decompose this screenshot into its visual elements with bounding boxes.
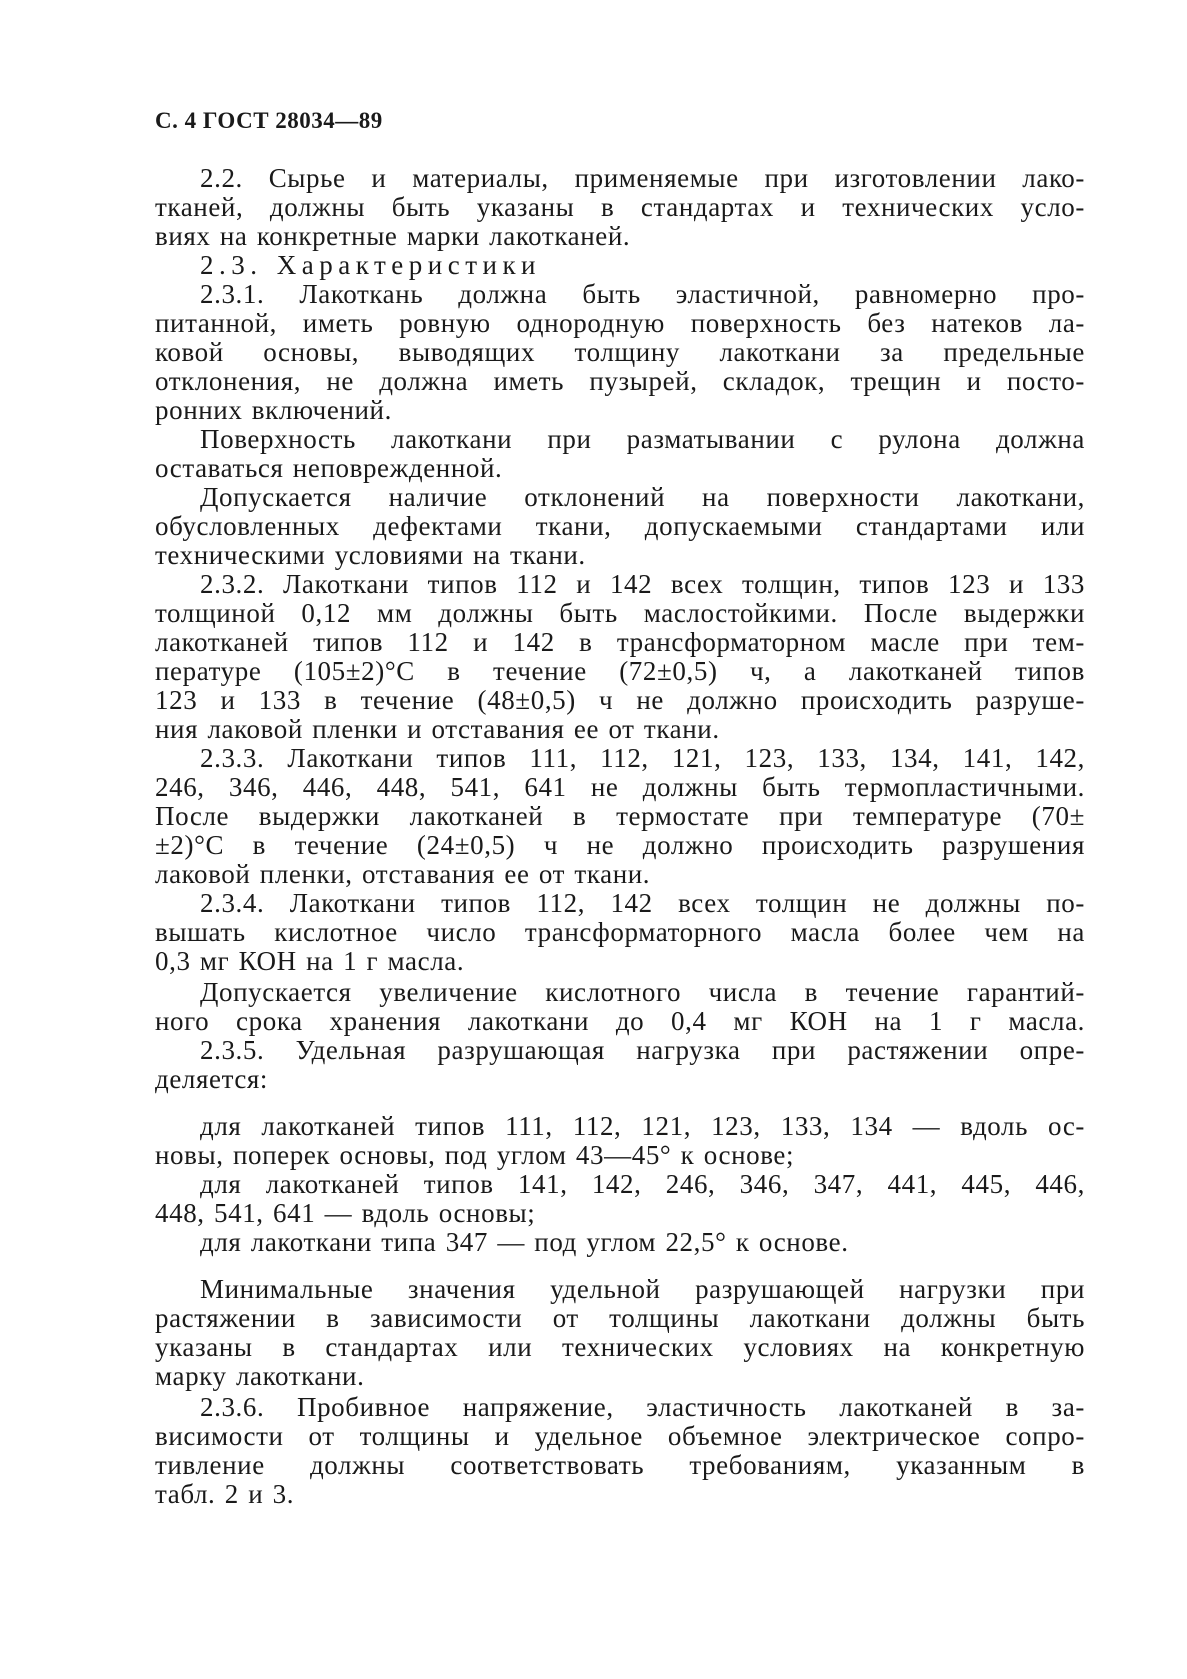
- text-line: 2.3.3. Лакоткани типов 111, 112, 121, 123, 133, 134, 141, 142,: [200, 743, 1085, 773]
- text-line: 2.2. Сырье и материалы, применяемые при изготовлении лако-: [200, 163, 1085, 193]
- text-line: обусловленных дефектами ткани, допускаемыми стандартами или: [155, 511, 1085, 541]
- text-line: 123 и 133 в течение (48±0,5) ч не должно происходить разруше-: [155, 685, 1085, 715]
- text-line: лакотканей типов 112 и 142 в трансформаторном масле при тем-: [155, 627, 1085, 657]
- text-line: Допускается наличие отклонений на поверхности лакоткани,: [200, 482, 1085, 512]
- section-heading: 2.3. Характеристики: [200, 250, 542, 280]
- text-line: виях на конкретные марки лакотканей.: [155, 221, 631, 251]
- text-line: ковой основы, выводящих толщину лакоткани за предельные: [155, 337, 1085, 367]
- text-line: пературе (105±2)°С в течение (72±0,5) ч, а лакотканей типов: [155, 656, 1085, 686]
- text-line: ронних включений.: [155, 395, 392, 425]
- text-line: отклонения, не должна иметь пузырей, складок, трещин и посто-: [155, 366, 1085, 396]
- text-line: 246, 346, 446, 448, 541, 641 не должны быть термопластичными.: [155, 772, 1085, 802]
- text-line: 2.3.5. Удельная разрушающая нагрузка при растяжении опре-: [200, 1035, 1085, 1065]
- list-item-line: для лакотканей типов 141, 142, 246, 346, 347, 441, 445, 446,: [200, 1169, 1085, 1199]
- text-line: вышать кислотное число трансформаторного масла более чем на: [155, 917, 1085, 947]
- text-line: питанной, иметь ровную однородную поверхность без натеков ла-: [155, 308, 1085, 338]
- text-line: Допускается увеличение кислотного числа в течение гарантий-: [200, 977, 1085, 1007]
- text-line: Минимальные значения удельной разрушающей нагрузки при: [200, 1274, 1085, 1304]
- text-line: тивление должны соответствовать требованиям, указанным в: [155, 1450, 1085, 1480]
- text-line: табл. 2 и 3.: [155, 1479, 295, 1509]
- text-line: ±2)°С в течение (24±0,5) ч не должно происходить разрушения: [155, 830, 1085, 860]
- page-header: С. 4 ГОСТ 28034—89: [155, 108, 383, 133]
- text-line: 2.3.2. Лакоткани типов 112 и 142 всех толщин, типов 123 и 133: [200, 569, 1085, 599]
- text-line: тканей, должны быть указаны в стандартах и технических усло-: [155, 192, 1085, 222]
- text-line: Поверхность лакоткани при разматывании с рулона должна: [200, 424, 1085, 454]
- text-line: 0,3 мг КОН на 1 г масла.: [155, 946, 465, 976]
- text-line: марку лакоткани.: [155, 1361, 365, 1391]
- text-line: указаны в стандартах или технических условиях на конкретную: [155, 1332, 1085, 1362]
- text-line: ного срока хранения лакоткани до 0,4 мг КОН на 1 г масла.: [155, 1006, 1085, 1036]
- text-line: лаковой пленки, отставания ее от ткани.: [155, 859, 651, 889]
- text-line: После выдержки лакотканей в термостате при температуре (70±: [155, 801, 1085, 831]
- text-line: деляется:: [155, 1064, 269, 1094]
- text-line: висимости от толщины и удельное объемное электрическое сопро-: [155, 1421, 1085, 1451]
- list-item-line: для лакоткани типа 347 — под углом 22,5° к основе.: [200, 1227, 849, 1257]
- text-line: толщиной 0,12 мм должны быть маслостойкими. После выдержки: [155, 598, 1085, 628]
- list-item-line: для лакотканей типов 111, 112, 121, 123, 133, 134 — вдоль ос-: [200, 1111, 1085, 1141]
- list-item-line: 448, 541, 641 — вдоль основы;: [155, 1198, 536, 1228]
- text-line: 2.3.4. Лакоткани типов 112, 142 всех толщин не должны по-: [200, 888, 1085, 918]
- text-line: растяжении в зависимости от толщины лакоткани должны быть: [155, 1303, 1085, 1333]
- text-line: техническими условиями на ткани.: [155, 540, 586, 570]
- text-line: ния лаковой пленки и отставания ее от ткани.: [155, 714, 720, 744]
- text-line: 2.3.1. Лакоткань должна быть эластичной, равномерно про-: [200, 279, 1085, 309]
- text-line: оставаться неповрежденной.: [155, 453, 503, 483]
- text-line: 2.3.6. Пробивное напряжение, эластичность лакотканей в за-: [200, 1392, 1085, 1422]
- list-item-line: новы, поперек основы, под углом 43—45° к основе;: [155, 1140, 795, 1170]
